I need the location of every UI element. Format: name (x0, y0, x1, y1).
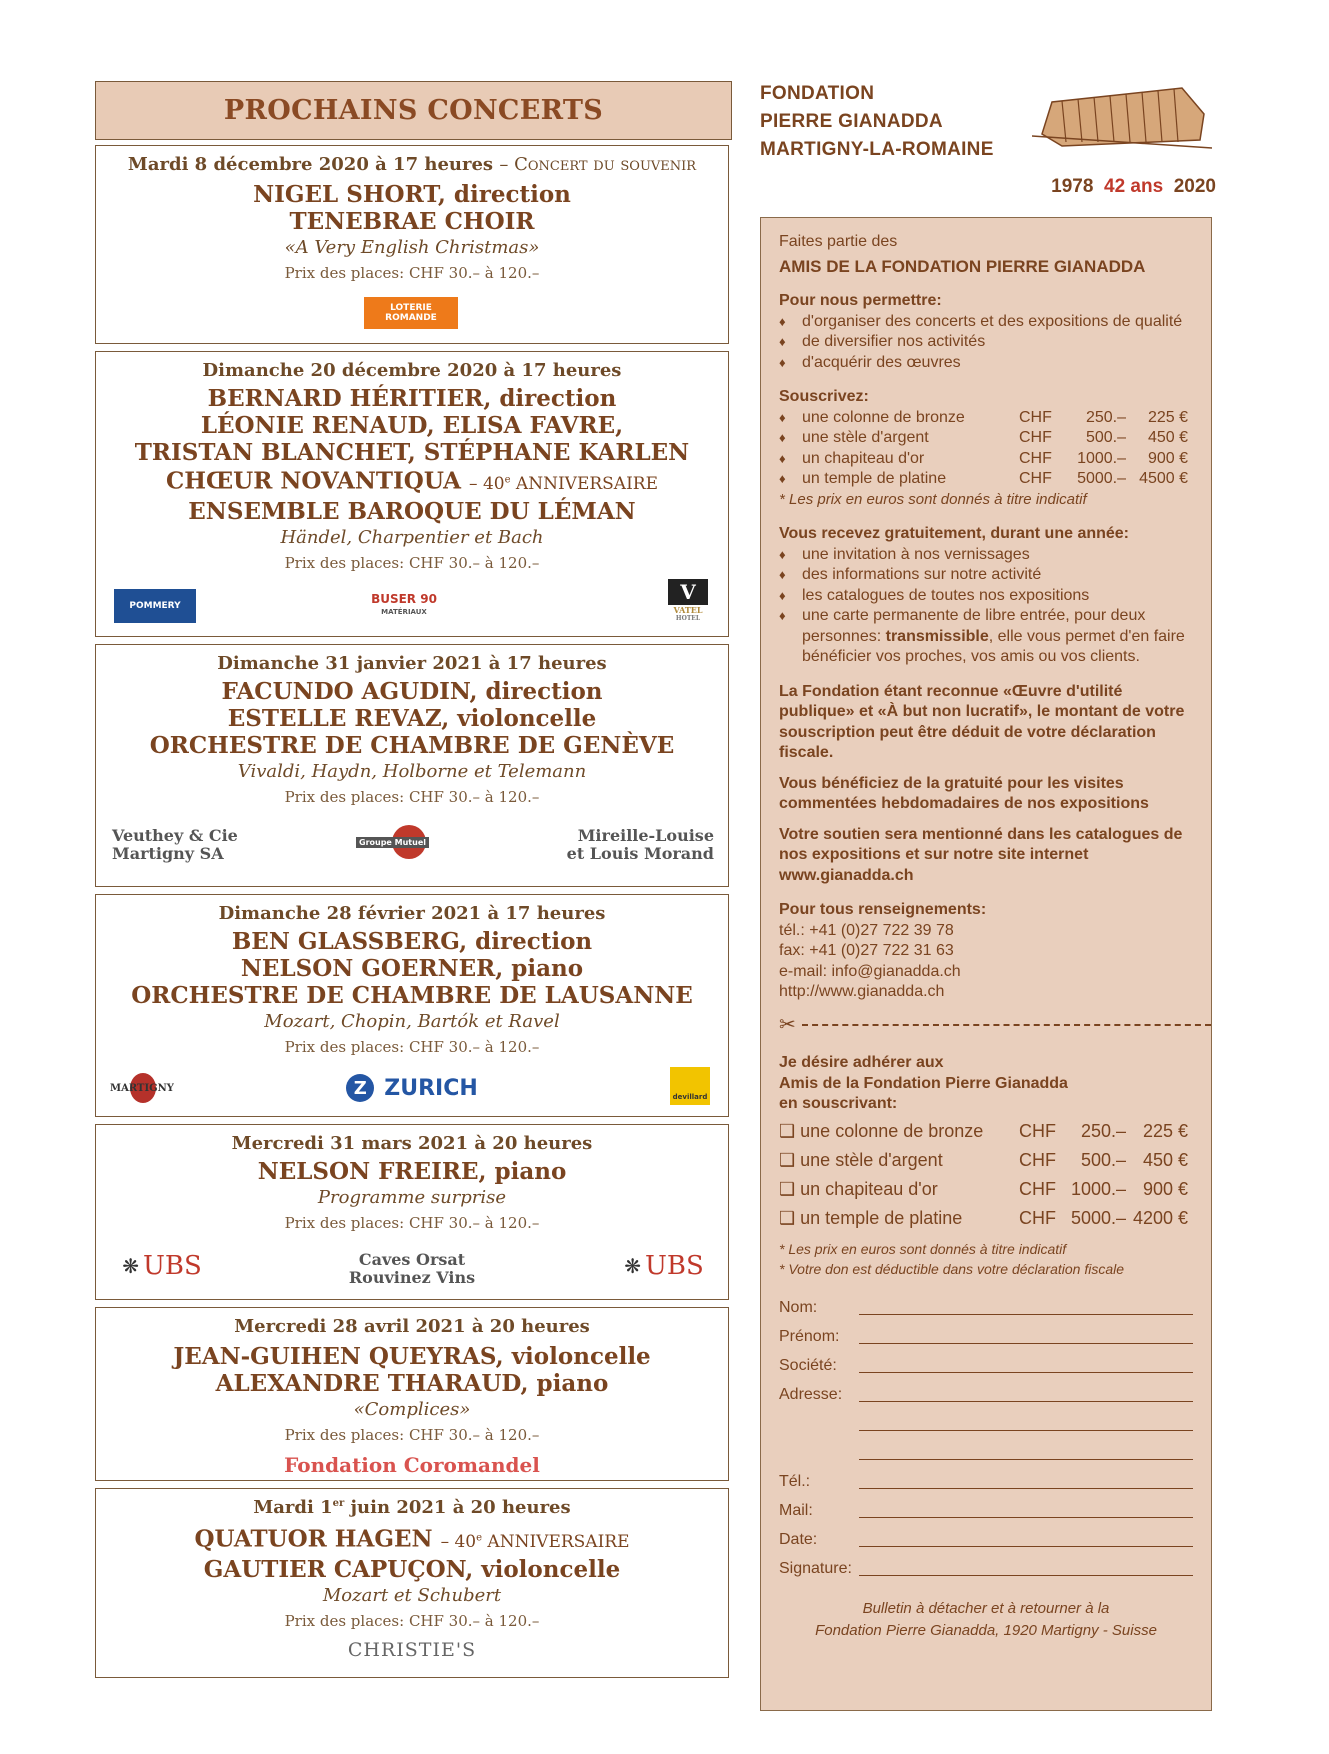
sponsors (96, 1065, 728, 1109)
morand-sponsor: Mireille-Louise et Louis Morand (566, 826, 714, 863)
loterie-romande-logo: LOTERIE ROMANDE (364, 297, 458, 329)
price: Prix des places: CHF 30.– à 120.– (284, 1611, 540, 1630)
diamond-icon: ♦ (779, 471, 786, 486)
fondation-building-icon (1032, 84, 1212, 156)
concerts-column (95, 81, 732, 1661)
ubs-keys-icon: ❋ (624, 1254, 641, 1278)
list-item: ♦ une invitation à nos vernissages (779, 545, 1193, 566)
orsat-sponsor: Caves Orsat Rouvinez Vins (348, 1250, 476, 1287)
tier-row: ♦ une stèle d'argent CHF 500.– 450 € (779, 428, 1193, 449)
zurich-logo: Z ZURICH (342, 1071, 482, 1105)
cut-line (779, 1015, 1211, 1036)
sponsors (96, 581, 728, 625)
checkbox-icon[interactable]: ❑ (779, 1120, 796, 1141)
sponsors (96, 815, 728, 875)
performer-line: QUATUOR HAGEN – 40e ANNIVERSAIRE (194, 1525, 630, 1553)
amis-title: AMIS DE LA FONDATION PIERRE GIANADDA (779, 256, 1146, 276)
adresse-line-2[interactable] (779, 1406, 1193, 1435)
ubs-keys-icon: ❋ (122, 1254, 139, 1278)
devillard-logo: devillard (670, 1067, 710, 1105)
performer-line: ORCHESTRE DE CHAMBRE DE LAUSANNE (131, 982, 693, 1009)
performer-line: ESTELLE REVAZ, violoncelle (227, 705, 597, 732)
concert-card (95, 145, 729, 344)
groupe-mutuel-logo: Groupe Mutuel (356, 825, 456, 865)
pommery-logo: POMMERY (114, 589, 196, 623)
intro-line: Faites partie des (779, 233, 898, 250)
performer-line: ALEXANDRE THARAUD, piano (215, 1370, 609, 1397)
performer-line: NIGEL SHORT, direction (253, 181, 571, 208)
diamond-icon: ♦ (779, 567, 786, 582)
diamond-icon: ♦ (779, 334, 786, 349)
list-item: ♦ d'organiser des concerts et des expositions de qualité (779, 312, 1193, 333)
performer-line: BERNARD HÉRITIER, direction (207, 385, 617, 412)
sponsors (96, 1241, 728, 1291)
membership-option[interactable]: ❑ une colonne de bronze CHF 250.– 225 € (779, 1120, 1188, 1141)
souscrivez-title: Souscrivez: (779, 388, 869, 405)
adresse-line-3[interactable] (779, 1435, 1193, 1464)
price: Prix des places: CHF 30.– à 120.– (284, 1214, 540, 1232)
diamond-icon: ♦ (779, 450, 786, 466)
adresse-field[interactable]: Adresse: (779, 1377, 1193, 1406)
concert-date: Dimanche 31 janvier 2021 à 17 heures (217, 653, 607, 674)
list-item: ♦ des informations sur notre activité (779, 565, 1193, 586)
program: Händel, Charpentier et Bach (280, 526, 544, 548)
fondation-column (760, 80, 1216, 1639)
concert-card (95, 644, 729, 887)
checkbox-icon[interactable]: ❑ (779, 1149, 796, 1170)
nom-field[interactable]: Nom: (779, 1290, 1193, 1319)
gratuite-note: Vous bénéficiez de la gratuité pour les visites commentées hebdomadaires de nos expositions (779, 774, 1149, 812)
euro-note: * Les prix en euros sont donnés à titre indicatif (779, 1240, 1067, 1257)
anniversary-note: – 40e ANNIVERSAIRE (440, 1531, 630, 1552)
concert-date: Mardi 1er juin 2021 à 20 heures (253, 1497, 571, 1518)
price: Prix des places: CHF 30.– à 120.– (284, 553, 540, 572)
concert-card (95, 1124, 729, 1300)
tier-row: ♦ une colonne de bronze CHF 250.– 225 € (779, 408, 1193, 429)
performer-line: LÉONIE RENAUD, ELISA FAVRE, (200, 412, 624, 439)
performer-line: ORCHESTRE DE CHAMBRE DE GENÈVE (149, 732, 675, 759)
diamond-icon: ♦ (779, 546, 786, 562)
concert-card (95, 351, 729, 637)
diamond-icon: ♦ (779, 313, 786, 329)
anniversary-note: – 40e ANNIVERSAIRE (469, 473, 658, 494)
adherer-title: Je désire adhérer aux Amis de la Fondation Pierre Gianadda en souscrivant: (779, 1054, 1068, 1112)
zurich-mark-icon: Z (346, 1074, 374, 1102)
deduction-note: * Votre don est déductible dans votre déclaration fiscale (779, 1261, 1125, 1277)
sponsors (96, 291, 728, 335)
diamond-icon: ♦ (779, 409, 786, 425)
renseignements-title: Pour tous renseignements: (779, 901, 987, 918)
performer-line: ENSEMBLE BAROQUE DU LÉMAN (188, 497, 636, 525)
program: «A Very English Christmas» (284, 237, 540, 258)
performer-line: JEAN-GUIHEN QUEYRAS, violoncelle (173, 1343, 651, 1370)
list-item: ♦ d'acquérir des œuvres (779, 353, 1193, 374)
diamond-icon: ♦ (779, 430, 786, 445)
signature-field[interactable]: Signature: (779, 1551, 1193, 1580)
concert-date: Mercredi 28 avril 2021 à 20 heures (234, 1316, 590, 1337)
concert-date: Dimanche 28 février 2021 à 17 heures (218, 903, 606, 924)
fiscal-note: La Fondation étant reconnue «Œuvre d'utilité publique» et «À but non lucratif», le montant de votre souscription peut être déduit de votre déclaration fiscale. (779, 682, 1185, 761)
mail-field[interactable]: Mail: (779, 1493, 1193, 1522)
program: Vivaldi, Haydn, Holborne et Telemann (237, 761, 587, 782)
tier-row: ♦ un chapiteau d'or CHF 1000.– 900 € (779, 449, 1193, 470)
contact-email[interactable]: e-mail: info@gianadda.ch (779, 962, 961, 980)
soutien-note: Votre soutien sera mentionné dans les catalogues de nos expositions et sur notre site internet www.gianadda.ch (779, 825, 1183, 884)
contact-website[interactable]: http://www.gianadda.ch (779, 983, 945, 1000)
performer-line: TRISTAN BLANCHET, STÉPHANE KARLEN (134, 439, 690, 466)
euro-note: * Les prix en euros sont donnés à titre indicatif (779, 490, 1087, 508)
recevez-title: Vous recevez gratuitement, durant une année: (779, 525, 1130, 542)
performer-line: GAUTIER CAPUÇON, violoncelle (203, 1555, 621, 1583)
price: Prix des places: CHF 30.– à 120.– (284, 1038, 540, 1056)
prenom-field[interactable]: Prénom: (779, 1319, 1193, 1348)
coromandel-sponsor: Fondation Coromandel (284, 1453, 540, 1477)
ubs-logo: ❋ UBS (624, 1251, 704, 1281)
contact-fax: fax: +41 (0)27 722 31 63 (779, 942, 954, 959)
tel-field[interactable]: Tél.: (779, 1464, 1193, 1493)
scissors-icon: ✂ (779, 1013, 796, 1036)
tier-row: ♦ un temple de platine CHF 5000.– 4500 € (779, 469, 1193, 490)
membership-panel (760, 217, 1212, 1711)
diamond-icon: ♦ (779, 354, 786, 370)
concert-card (95, 894, 729, 1117)
membership-option[interactable]: ❑ un temple de platine CHF 5000.– 4200 € (779, 1207, 1188, 1228)
price: Prix des places: CHF 30.– à 120.– (284, 264, 540, 282)
list-item: ♦ une carte permanente de libre entrée, pour deux personnes: transmissible, elle vous permet d'en faire bénéficier vos proches, vos amis ou vos clients. (779, 606, 1193, 668)
fondation-name: FONDATION PIERRE GIANADDA MARTIGNY-LA-ROMAINE (760, 83, 994, 160)
program: Programme surprise (317, 1187, 507, 1208)
membership-option[interactable]: ❑ un chapiteau d'or CHF 1000.– 900 € (779, 1178, 1188, 1199)
concert-note: – Concert du souvenir (499, 154, 697, 175)
checkbox-icon[interactable]: ❑ (779, 1178, 796, 1199)
program: Mozart et Schubert (322, 1584, 502, 1606)
concert-date: Dimanche 20 décembre 2020 à 17 heures (202, 360, 622, 381)
concert-date: Mardi 8 décembre 2020 à 17 heures – Concert du souvenir (127, 154, 697, 175)
performer-line: FACUNDO AGUDIN, direction (221, 678, 603, 705)
diamond-icon: ♦ (779, 608, 786, 623)
performer-line: NELSON GOERNER, piano (240, 955, 584, 982)
price: Prix des places: CHF 30.– à 120.– (284, 1426, 540, 1444)
list-item: ♦ les catalogues de toutes nos expositions (779, 586, 1193, 607)
ubs-logo: ❋ UBS (122, 1251, 202, 1281)
performer-line: CHŒUR NOVANTIQUA – 40e ANNIVERSAIRE (165, 467, 658, 495)
performer-line: TENEBRAE CHOIR (289, 208, 535, 235)
program: Mozart, Chopin, Bartók et Ravel (264, 1011, 560, 1032)
societe-field[interactable]: Société: (779, 1348, 1193, 1377)
performer-line: BEN GLASSBERG, direction (231, 928, 593, 955)
diamond-icon: ♦ (779, 587, 786, 603)
bulletin-footer: Bulletin à détacher et à retourner à la Fondation Pierre Gianadda, 1920 Martigny - Suisse (815, 1599, 1157, 1639)
membership-option[interactable]: ❑ une stèle d'argent CHF 500.– 450 € (779, 1149, 1188, 1170)
veuthey-sponsor: Veuthey & Cie Martigny SA (112, 826, 238, 863)
program: «Complices» (353, 1399, 471, 1420)
martigny-logo: MARTIGNY (112, 1071, 172, 1105)
concert-card (95, 1307, 729, 1481)
concert-date: Mercredi 31 mars 2021 à 20 heures (231, 1133, 593, 1154)
christies-logo: CHRISTIE'S (347, 1638, 477, 1661)
anniversary-years: 1978 42 ans 2020 (1051, 176, 1216, 197)
contact-phone: tél.: +41 (0)27 722 39 78 (779, 921, 954, 939)
checkbox-icon[interactable]: ❑ (779, 1207, 796, 1228)
concerts-title: PROCHAINS CONCERTS (95, 81, 732, 140)
concert-card (95, 1488, 729, 1678)
price: Prix des places: CHF 30.– à 120.– (284, 788, 540, 806)
buser-logo: BUSER 90 MATÉRIAUX (371, 591, 437, 616)
performer-line: NELSON FREIRE, piano (257, 1158, 567, 1185)
date-field[interactable]: Date: (779, 1522, 1193, 1551)
permettre-title: Pour nous permettre: (779, 292, 942, 309)
vatel-logo: V VATEL HOTEL (668, 577, 708, 625)
list-item: ♦ de diversifier nos activités (779, 332, 1193, 353)
